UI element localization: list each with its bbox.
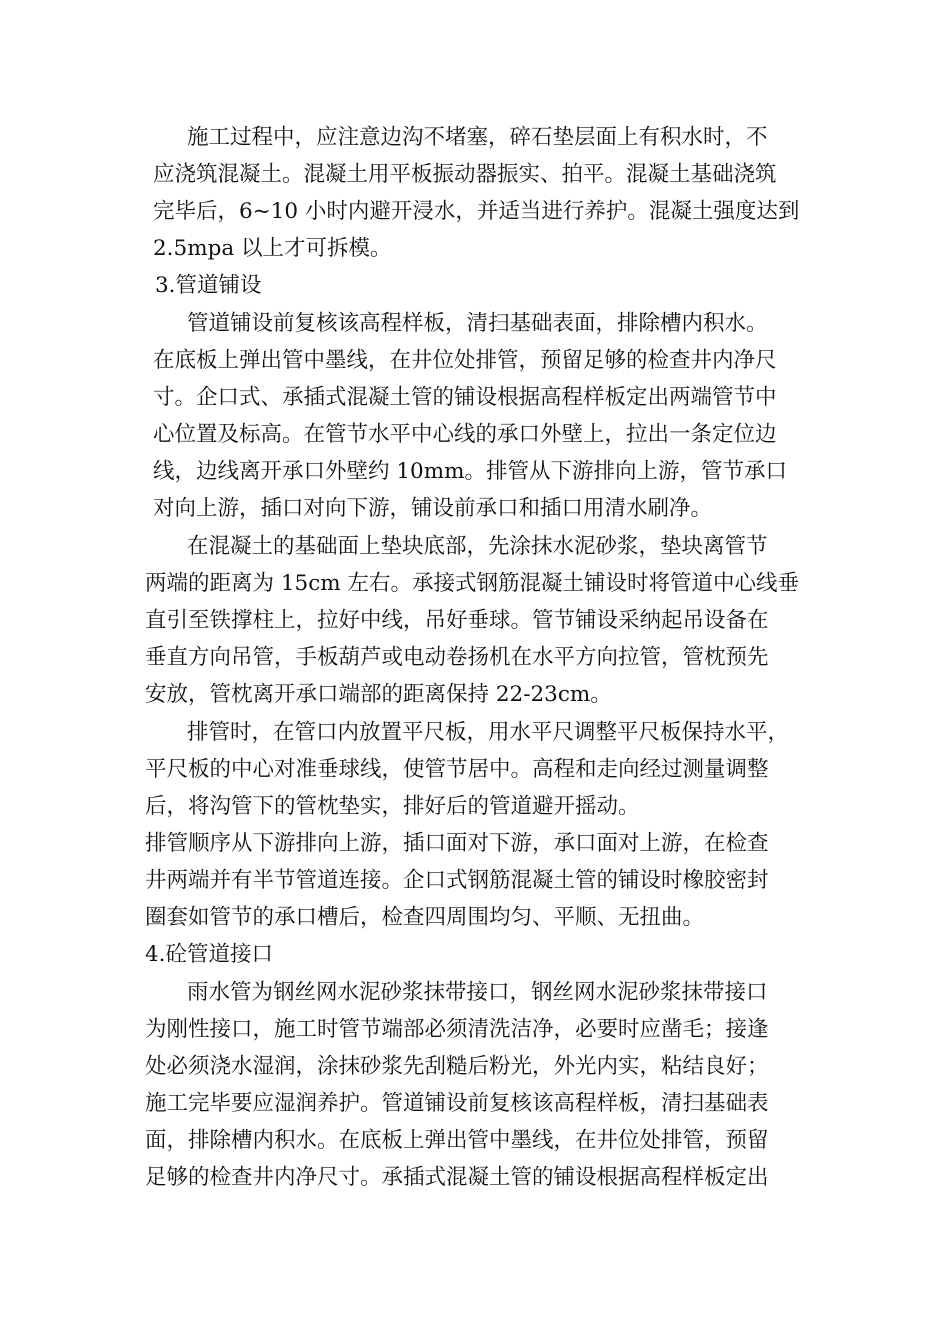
text-line: 井两端并有半节管道连接。企口式钢筋混凝土管的铺设时橡胶密封 [145, 868, 769, 893]
text-line: 垂直方向吊管，手板葫芦或电动卷扬机在水平方向拉管，管枕预先 [145, 645, 769, 670]
text-line: 心位置及标高。在管节水平中心线的承口外壁上，拉出一条定位边 [153, 422, 777, 447]
text-line: 为刚性接口，施工时管节端部必须清洗洁净，必要时应凿毛；接逢 [145, 1017, 769, 1042]
text-line: 雨水管为钢丝网水泥砂浆抹带接口，钢丝网水泥砂浆抹带接口 [187, 980, 768, 1005]
text-line: 安放，管枕离开承口端部的距离保持 22-23cm。 [145, 682, 612, 707]
text-line: 线，边线离开承口外壁约 10mm。排管从下游排向上游，管节承口 [153, 459, 787, 484]
text-line: 处必须浇水湿润，涂抹砂浆先刮糙后粉光，外光内实，粘结良好； [145, 1054, 769, 1079]
text-line: 平尺板的中心对准垂球线，使管节居中。高程和走向经过测量调整 [145, 757, 769, 782]
text-line: 施工过程中，应注意边沟不堵塞，碎石垫层面上有积水时，不 [187, 125, 768, 150]
text-line: 2.5mpa 以上才可拆模。 [153, 236, 392, 261]
text-line: 后，将沟管下的管枕垫实，排好后的管道避开摇动。 [145, 794, 640, 819]
text-line: 在底板上弹出管中墨线，在井位处排管，预留足够的检查井内净尺 [153, 348, 777, 373]
text-line: 对向上游，插口对向下游，铺设前承口和插口用清水刷净。 [153, 496, 713, 521]
text-line: 在混凝土的基础面上垫块底部，先涂抹水泥砂浆，垫块离管节 [187, 534, 768, 559]
text-line: 排管顺序从下游排向上游，插口面对下游，承口面对上游，在检查 [145, 831, 769, 856]
text-line: 施工完毕要应湿润养护。管道铺设前复核该高程样板，清扫基础表 [145, 1091, 769, 1116]
text-line: 寸。企口式、承插式混凝土管的铺设根据高程样板定出两端管节中 [153, 385, 777, 410]
text-line: 完毕后，6~10 小时内避开浸水，并适当进行养护。混凝土强度达到 [153, 199, 800, 224]
text-line: 直引至铁撑柱上，拉好中线，吊好垂球。管节铺设采纳起吊设备在 [145, 608, 769, 633]
text-line: 两端的距离为 15cm 左右。承接式钢筋混凝土铺设时将管道中心线垂 [145, 571, 799, 596]
text-line: 足够的检查井内净尺寸。承插式混凝土管的铺设根据高程样板定出 [145, 1165, 769, 1190]
text-line: 排管时，在管口内放置平尺板，用水平尺调整平尺板保持水平， [187, 720, 790, 745]
section-heading: 4.砼管道接口 [145, 942, 274, 967]
text-line: 应浇筑混凝土。混凝土用平板振动器振实、拍平。混凝土基础浇筑 [153, 162, 777, 187]
text-line: 面，排除槽内积水。在底板上弹出管中墨线，在井位处排管，预留 [145, 1128, 769, 1153]
section-heading: 3.管道铺设 [155, 273, 262, 298]
text-line: 管道铺设前复核该高程样板，清扫基础表面，排除槽内积水。 [187, 311, 768, 336]
text-line: 圈套如管节的承口槽后，检查四周围均匀、平顺、无扭曲。 [145, 905, 705, 930]
